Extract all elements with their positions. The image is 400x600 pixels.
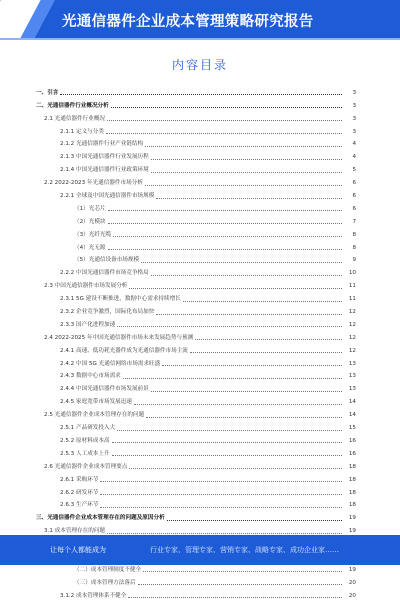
toc-entry-label: （3）光纤光缆 [74,231,112,238]
toc-leader-dots [106,133,342,134]
toc-entry[interactable] [36,226,356,239]
toc-entry[interactable] [36,200,356,213]
toc-entry[interactable] [36,419,356,432]
toc-entry-label: 一、引言 [36,89,59,96]
table-of-contents [36,84,356,600]
toc-entry[interactable] [36,174,356,187]
toc-entry-page: 7 [352,218,356,225]
toc-leader-dots [195,339,342,340]
toc-entry-label: 3.1 成本管理存在的问题 [44,528,106,535]
toc-leader-dots [111,107,342,108]
toc-entry-page: 8 [352,231,356,238]
toc-entry-page: 3 [352,128,356,135]
toc-leader-dots [167,520,342,521]
toc-entry[interactable] [36,84,356,97]
toc-entry-label: 2.1.1 定义与分类 [60,128,104,135]
toc-entry-page: 14 [348,399,356,406]
toc-entry-page: 13 [348,386,356,393]
toc-entry-label: 2.3.1 5G 建设不断推进，数据中心需求持续增长 [60,296,181,303]
toc-entry-label: （5）光通信设备市场规模 [74,257,140,264]
toc-leader-dots [108,210,342,211]
toc-entry-page: 3 [352,115,356,122]
toc-entry-page: 12 [348,309,356,316]
toc-entry-label: 2.5 光通信器件企业成本管理存在的问题 [44,412,145,419]
toc-entry-page: 12 [348,321,356,328]
toc-entry-page: 11 [348,296,356,303]
toc-entry-page: 12 [348,334,356,341]
toc-entry-page: 19 [348,528,356,535]
toc-leader-dots [60,94,342,95]
toc-entry[interactable] [36,264,356,277]
toc-leader-dots [162,365,342,366]
document-title: 光通信器件企业成本管理策略研究报告 [62,14,314,30]
toc-entry-page: 11 [348,283,356,290]
toc-entry-label: 2.1 光通信器件行业概况 [44,115,106,122]
toc-entry[interactable] [36,380,356,393]
toc-leader-dots [108,223,342,224]
toc-entry[interactable] [36,393,356,406]
toc-entry-label: （二）成本管理制度不健全 [74,566,142,573]
toc-leader-dots [107,120,342,121]
toc-entry[interactable] [36,110,356,123]
toc-entry-label: 2.6.3 生产环节 [60,502,99,509]
toc-heading: 内容目录 [171,58,228,72]
toc-leader-dots [151,172,342,173]
toc-entry-label: 2.4.2 中国 5G 光通信网络市场需求旺盛 [60,360,161,367]
toc-entry[interactable] [36,303,356,316]
toc-entry-label: 2.2.1 全球及中国光通信器件市场规模 [60,193,155,200]
toc-entry-page: 8 [352,244,356,251]
toc-entry[interactable] [36,445,356,458]
toc-entry[interactable] [36,587,356,600]
toc-entry-label: 2.5.2 原材料成本高 [60,437,110,444]
toc-leader-dots [143,571,342,572]
toc-leader-dots [108,249,342,250]
toc-entry-page: 14 [348,412,356,419]
toc-leader-dots [123,378,342,379]
toc-entry[interactable] [36,161,356,174]
toc-leader-dots [129,288,342,289]
toc-entry[interactable] [36,497,356,510]
toc-entry-page: 6 [352,180,356,187]
toc-entry-label: 2.4.4 中国光通信器件市场发展前景 [60,386,149,393]
toc-entry[interactable] [36,458,356,471]
footer-slogan: 让每个人都能成为 [50,546,106,554]
toc-leader-dots [117,430,342,431]
toc-entry-page: 19 [348,515,356,522]
toc-entry[interactable] [36,355,356,368]
toc-entry-label: 2.6.1 采购环节 [60,476,99,483]
toc-entry-label: 2.1.3 中国光通信器件行业发展历程 [60,154,149,161]
toc-entry-label: （1）光芯片 [74,205,106,212]
toc-entry-label: 3.1.2 成本管理体系不健全 [60,592,127,599]
toc-entry-page: 18 [348,489,356,496]
toc-entry[interactable] [36,329,356,342]
toc-entry-label: 2.5.1 产品研发投入大 [60,425,116,432]
toc-entry-label: （4）光无源 [74,244,106,251]
toc-entry-label: 2.3 中国光通信器件市场发展分析 [44,283,128,290]
toc-entry-page: 4 [352,141,356,148]
toc-entry-page: 19 [348,566,356,573]
toc-entry-label: 2.1.4 中国光通信器件行业政策环境 [60,167,149,174]
toc-entry-page: 13 [348,373,356,380]
toc-entry-page: 16 [348,450,356,457]
toc-entry-page: 18 [348,502,356,509]
toc-entry-page: 13 [348,360,356,367]
toc-entry-page: 18 [348,476,356,483]
toc-entry-label: 2.4 2022-2025 年中国光通信器件市场未来发展趋势与预测 [44,334,194,341]
toc-entry[interactable] [36,252,356,265]
toc-entry-page: 18 [348,463,356,470]
toc-leader-dots [134,404,342,405]
toc-entry-label: 2.3.2 企业竞争激烈，国际化布局加快 [60,309,155,316]
toc-leader-dots [100,481,342,482]
toc-leader-dots [190,352,342,353]
toc-entry[interactable] [36,316,356,329]
toc-entry-page: 16 [348,437,356,444]
toc-leader-dots [100,494,342,495]
toc-leader-dots [112,455,342,456]
toc-entry[interactable] [36,239,356,252]
toc-entry[interactable] [36,406,356,419]
toc-leader-dots [113,236,342,237]
toc-entry-label: 2.3.3 国产化进程加速 [60,321,116,328]
toc-leader-dots [141,262,342,263]
toc-entry-page: 3 [352,102,356,109]
toc-entry-label: 二、光通信器件行业概况分析 [36,102,109,109]
toc-leader-dots [151,391,342,392]
toc-entry-page: 4 [352,154,356,161]
toc-entry-page: 3 [352,89,356,96]
toc-entry[interactable] [36,522,356,535]
toc-entry-page: 15 [348,425,356,432]
footer-slogan-roles: 行业专家、管理专家、营销专家、战略专家、成功企业家…… [150,546,339,554]
toc-entry[interactable] [36,342,356,355]
toc-entry-label: 2.4.1 高速、低功耗光器件成为光通信器件市场主流 [60,347,188,354]
toc-entry-page: 9 [352,257,356,264]
toc-entry-page: 5 [352,167,356,174]
toc-entry[interactable] [36,509,356,522]
toc-entry-page: 20 [348,592,356,599]
toc-leader-dots [156,198,342,199]
toc-entry[interactable] [36,123,356,136]
toc-entry-page: 6 [352,205,356,212]
toc-leader-dots [128,597,342,598]
toc-entry[interactable] [36,136,356,149]
footer-banner [0,535,400,565]
toc-entry-label: 2.4.3 数据中心市场需求 [60,373,121,380]
toc-leader-dots [146,417,342,418]
toc-leader-dots [145,146,342,147]
toc-entry-label: 三、光通信器件企业成本管理存在的问题及原因分析 [36,515,165,522]
toc-leader-dots [138,584,342,585]
toc-entry-label: 2.2.2 中国光通信器件市场竞争格局 [60,270,149,277]
toc-entry-page: 6 [352,193,356,200]
toc-leader-dots [156,314,342,315]
toc-entry-page: 12 [348,347,356,354]
toc-leader-dots [112,442,342,443]
toc-entry-label: 2.5.3 人工成本上升 [60,450,110,457]
header-underline [0,38,400,40]
header-banner [0,0,400,40]
toc-leader-dots [151,159,342,160]
toc-entry-label: 2.2 2022-2023 年光通信器件市场分析 [44,180,143,187]
toc-entry-label: 2.6 光通信器件企业成本管理要点 [44,463,128,470]
toc-leader-dots [107,533,342,534]
toc-entry[interactable] [36,187,356,200]
toc-entry-page: 10 [348,270,356,277]
toc-entry[interactable] [36,471,356,484]
toc-leader-dots [100,507,342,508]
toc-entry-label: 2.6.2 研发环节 [60,489,99,496]
toc-entry[interactable] [36,148,356,161]
toc-leader-dots [151,275,342,276]
toc-leader-dots [183,301,342,302]
toc-entry[interactable] [36,432,356,445]
toc-entry-label: （三）成本管理方法落后 [74,579,136,586]
toc-entry-page: 20 [348,579,356,586]
toc-entry[interactable] [36,277,356,290]
toc-entry[interactable] [36,574,356,587]
toc-leader-dots [117,326,342,327]
toc-entry[interactable] [36,484,356,497]
toc-entry-label: （2）光模块 [74,218,106,225]
toc-entry-label: 2.4.5 家庭宽带市场发展迅速 [60,399,132,406]
toc-entry[interactable] [36,97,356,110]
toc-leader-dots [145,185,342,186]
toc-leader-dots [129,468,342,469]
toc-entry[interactable] [36,290,356,303]
toc-entry-label: 2.1.2 光通信器件行业产业链结构 [60,141,144,148]
toc-entry[interactable] [36,368,356,381]
toc-entry[interactable] [36,213,356,226]
